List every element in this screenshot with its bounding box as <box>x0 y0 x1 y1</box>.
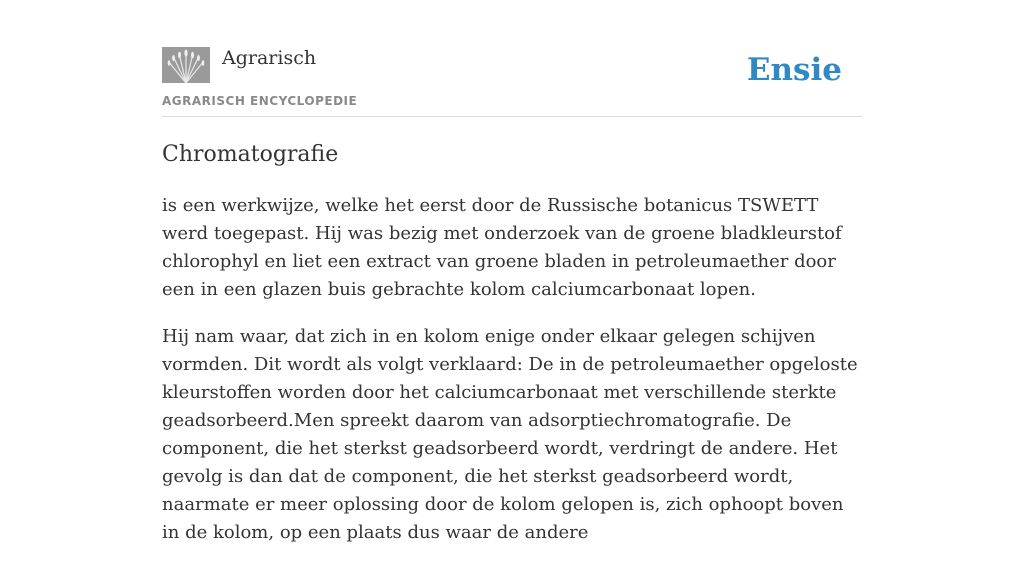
paragraph: Hij nam waar, dat zich in en kolom enige onder elkaar gelegen schijven vormden. Dit wordt als volgt verklaard: De in de petroleumaether opgeloste kleurstoffen worden door het calciumcarbonaat met verschillende sterkte geadsorbeerd.Men spreekt daarom van adsorptiechromatografie. De component, die het sterkst geadsorbeerd wordt, verdringt de andere. Het gevolg is dan dat de component, die het sterkst geadsorbeerd wordt, naarmate er meer oplossing door de kolom gelopen is, zich ophoopt boven in de kolom, op een plaats dus waar de andere <box>162 326 858 543</box>
source-header <box>162 46 862 117</box>
wheat-sheaf-icon[interactable] <box>162 47 210 83</box>
paragraph: is een werkwijze, welke het eerst door de Russische botanicus TSWETT werd toegepast. Hij was bezig met onderzoek van de groene bladkleurstof chlorophyl en liet een extract van groene bladen in petroleumaether door een in een glazen buis gebrachte kolom calciumcarbonaat lopen. <box>162 195 842 300</box>
page-title: Chromatografie <box>162 142 339 167</box>
article-body <box>162 192 862 566</box>
source-name[interactable]: Agrarisch <box>222 47 317 69</box>
source-subtitle[interactable]: AGRARISCH ENCYCLOPEDIE <box>162 94 358 108</box>
ensie-logo-link[interactable]: Ensie <box>746 52 842 88</box>
